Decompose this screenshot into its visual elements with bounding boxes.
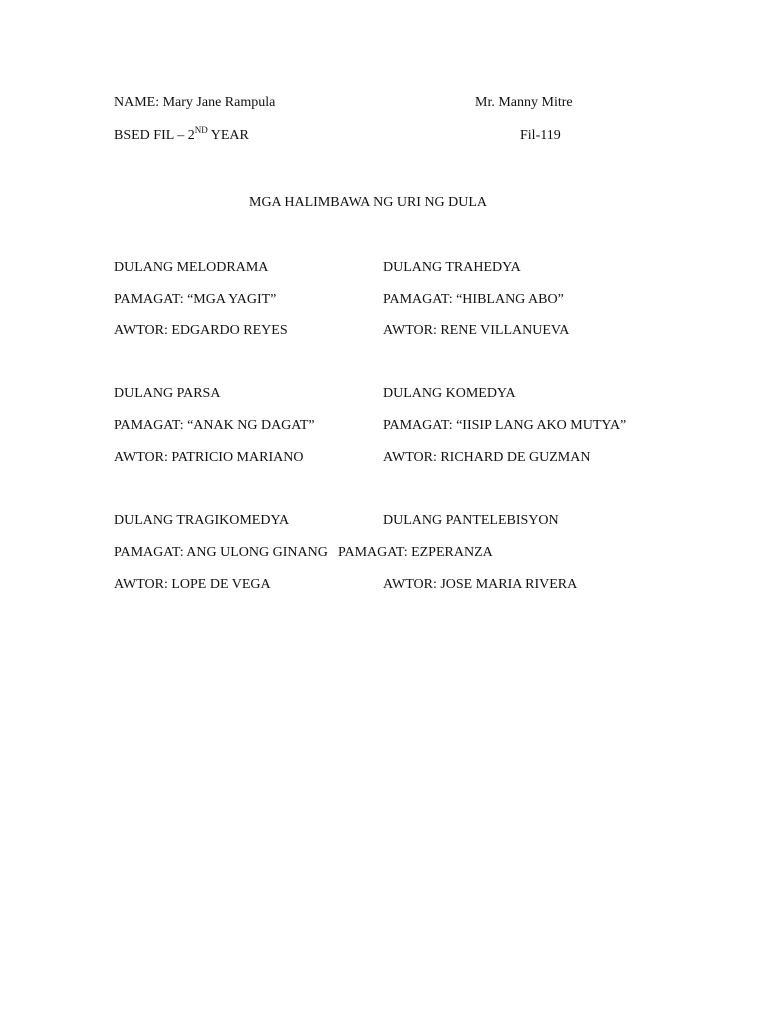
course-suffix: YEAR [207,128,249,143]
section-3-right-pamagat: PAMAGAT: EZPERANZA [338,545,493,560]
subject-code: Fil-119 [520,128,561,143]
section-3-left-pamagat: PAMAGAT: ANG ULONG GINANG [114,545,328,560]
page-title: MGA HALIMBAWA NG URI NG DULA [249,195,488,210]
section-2-left-awtor: AWTOR: PATRICIO MARIANO [114,450,304,465]
section-2-right-pamagat: PAMAGAT: “IISIP LANG AKO MUTYA” [383,418,627,433]
section-3-left-type: DULANG TRAGIKOMEDYA [114,513,290,528]
course-year [114,127,249,145]
course-ordinal-suffix: ND [194,125,208,135]
section-3-right-awtor: AWTOR: JOSE MARIA RIVERA [383,577,578,592]
teacher-name: Mr. Manny Mitre [475,95,573,110]
section-1-right-awtor: AWTOR: RENE VILLANUEVA [383,323,570,338]
course-prefix: BSED FIL – 2 [114,128,195,143]
section-2-right-awtor: AWTOR: RICHARD DE GUZMAN [383,450,591,465]
section-2-right-type: DULANG KOMEDYA [383,386,516,401]
section-2-left-type: DULANG PARSA [114,386,221,401]
section-3-right-type: DULANG PANTELEBISYON [383,513,559,528]
section-1-right-type: DULANG TRAHEDYA [383,260,521,275]
student-name: NAME: Mary Jane Rampula [114,95,276,110]
section-1-left-pamagat: PAMAGAT: “MGA YAGIT” [114,292,277,307]
section-1-left-awtor: AWTOR: EDGARDO REYES [114,323,288,338]
section-3-left-awtor: AWTOR: LOPE DE VEGA [114,577,271,592]
section-1-left-type: DULANG MELODRAMA [114,260,269,275]
section-1-right-pamagat: PAMAGAT: “HIBLANG ABO” [383,292,564,307]
section-2-left-pamagat: PAMAGAT: “ANAK NG DAGAT” [114,418,315,433]
